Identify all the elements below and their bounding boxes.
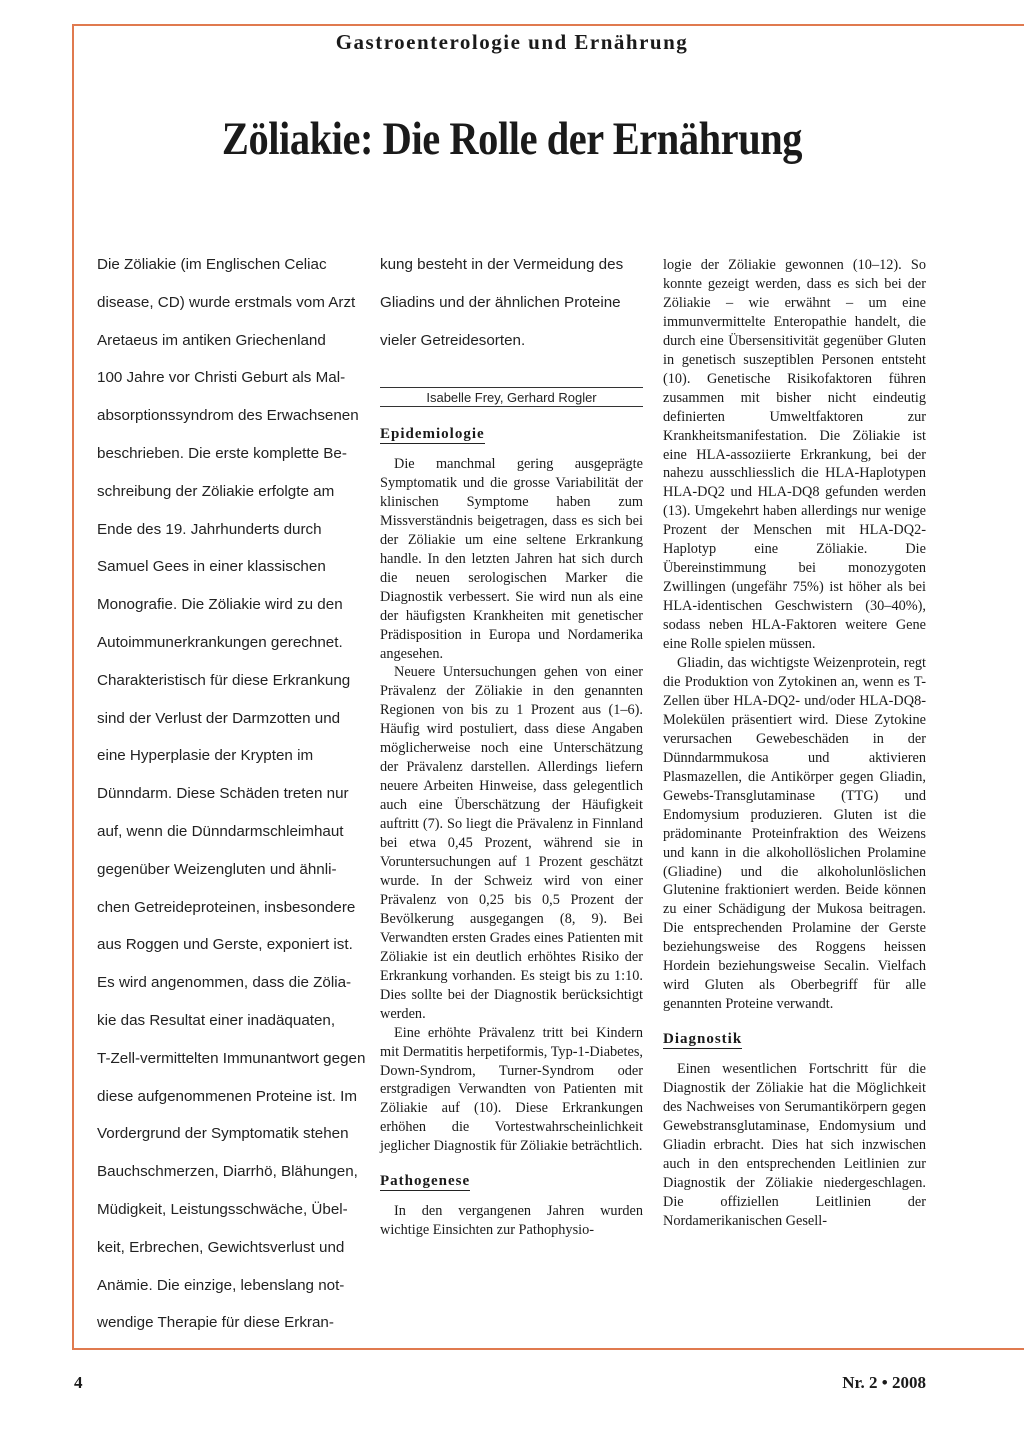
lead-line: Vordergrund der Symptomatik stehen [97, 1125, 349, 1143]
lead-line: Samuel Gees in einer klassischen [97, 558, 326, 576]
lead-line: sind der Verlust der Darmzotten und [97, 709, 341, 727]
body-paragraph: Die manchmal gering ausgeprägte Symptomatik und die grosse Variabilität der klinischen Symptome haben zum Missverständnis beigetragen, dass es sich bei der Zöliakie um eine seltene Erkrankung handle. In den letzten Jahren hat sich durch die neuen serologischen Marker die Diagnostik verbessert. Sie wird nun als eine der häufigsten Krankheiten mit genetischer Prädisposition in Europa und Nordamerika angesehen. [380, 456, 643, 662]
section-heading-diagnostik: Diagnostik [663, 1031, 743, 1048]
body-paragraph: Neuere Untersuchungen gehen von einer Prävalenz der Zöliakie in den genannten Regionen von bis zu 1 Prozent aus (1–6). Häufig wird postuliert, dass diese Angaben möglicherweise noch eine Unterschätzung der Prävalenz darstellen. Allerdings liefern neuere Arbeiten Hinweise, dass gelegentlich auch eine Überschätzung der Häufigkeit auftritt (7). So liegt die Prävalenz in Finnland bei etwa 0,45 Prozent, während sie in Voruntersuchungen auf 1 Prozent geschätzt wurde. In der Schweiz wird von einer Prävalenz von 0,25 bis 0,5 Prozent der Bevölkerung ausgegangen (8, 9). Bei Verwandten ersten Grades eines Patienten mit Zöliakie ist ein deutlich erhöhtes Risiko der Erkrankung vorhanden. Es steigt bis zu 1:10. Dies sollte bei der Diagnostik berücksichtigt werden. [380, 664, 643, 1022]
body-column-2 [380, 425, 643, 1240]
lead-line: disease, CD) wurde erstmals vom Arzt [97, 293, 356, 311]
lead-line: T-Zell-vermittelten Immunantwort gegen [97, 1049, 366, 1067]
lead-line: kung besteht in der Vermeidung des [380, 256, 624, 273]
lead-line: schreibung der Zöliakie erfolgte am [97, 482, 335, 500]
lead-line: Es wird angenommen, dass die Zölia- [97, 974, 352, 992]
lead-line: gegenüber Weizengluten und ähnli- [97, 860, 337, 878]
lead-line: Müdigkeit, Leistungsschwäche, Übel- [97, 1200, 348, 1218]
lead-line: Aretaeus im antiken Griechenland [97, 331, 326, 349]
lead-line: Bauchschmerzen, Diarrhö, Blähungen, [97, 1163, 358, 1181]
lead-line: Anämie. Die einzige, lebenslang not- [97, 1276, 345, 1294]
lead-paragraph-continuation [380, 246, 645, 359]
body-paragraph: Einen wesentlichen Fortschritt für die Diagnostik der Zöliakie hat die Möglichkeit des Nachweises von Serumantikörpern gegen Gewebstransglutaminase, Endomysium und Gliadin erbracht. Dies hat sich inzwischen auch in den entsprechenden Leitlinien zur Diagnostik der Zöliakie niedergeschlagen. Die offiziellen Leitlinien der Nordamerikanischen Gesell- [663, 1061, 926, 1229]
article-title: Zöliakie: Die Rolle der Ernährung [221, 113, 803, 165]
lead-line: kie das Resultat einer inadäquaten, [97, 1011, 336, 1029]
lead-line: 100 Jahre vor Christi Geburt als Mal- [97, 369, 346, 387]
lead-line: Dünndarm. Diese Schäden treten nur [97, 785, 349, 803]
lead-line: Monografie. Die Zöliakie wird zu den [97, 596, 343, 614]
lead-line: diese aufgenommenen Proteine ist. Im [97, 1087, 358, 1105]
body-paragraph-continued: logie der Zöliakie gewonnen (10–12). So konnte gezeigt werden, dass es sich bei der Zöliakie – wie erwähnt – um eine immunvermittelte Enteropathie handelt, die durch eine Übersensitivität gegenüber Gluten in genetisch suszeptiblen Personen entsteht (10). Genetische Risikofaktoren führen zusammen mit bisher nicht eindeutig definierten Umweltfaktoren zur Krankheitsmanifestation. Die Zöliakie ist eine HLA-assoziierte Erkrankung, bei der nahezu ausschliesslich die HLA-Haplotypen HLA-DQ2 und HLA-DQ8 gefunden werden (13). Umgekehrt haben allerdings nur wenige Prozent der Menschen mit HLA-DQ2-Haplotyp eine Zöliakie. Die Übereinstimmung bei monozygoten Zwillingen (ungefähr 75%) ist höher als bei HLA-identischen Geschwistern (30–40%), sodass neben HLA-Faktoren weitere Gene eine Rolle spielen müssen. [663, 257, 926, 653]
lead-line: Die Zöliakie (im Englischen Celiac [97, 256, 327, 273]
journal-section-title: Gastroenterologie und Ernährung [335, 30, 689, 54]
lead-line: absorptionssyndrom des Erwachsenen [97, 407, 359, 425]
lead-line: beschrieben. Die erste komplette Be- [97, 444, 347, 462]
lead-line: keit, Erbrechen, Gewichtsverlust und [97, 1238, 345, 1256]
body-paragraph: Eine erhöhte Prävalenz tritt bei Kindern mit Dermatitis herpetiformis, Typ-1-Diabetes, Down-Syndrom, Turner-Syndrom oder erstgradigen Verwandten von Patienten mit Zöliakie auf (10). Diese Erkrankungen erhöhen die Vortestwahrscheinlichkeit jeglicher Diagnostik für Zöliakie beträchtlich. [380, 1024, 643, 1155]
lead-line: Gliadins und der ähnlichen Proteine [380, 293, 621, 311]
body-paragraph: In den vergangenen Jahren wurden wichtige Einsichten zur Pathophysio- [380, 1203, 643, 1239]
lead-line: vieler Getreidesorten. [380, 331, 526, 349]
body-paragraph: Gliadin, das wichtigste Weizenprotein, regt die Produktion von Zytokinen an, wenn es T-Zellen über HLA-DQ2- und/oder HLA-DQ8-Molekülen präsentiert wird. Diese Zytokine verursachen Gewebeschäden in der Dünndarmmukosa und aktivieren Plasmazellen, die Antikörper gegen Gliadin, Gewebs-Transglutaminase (TTG) und Endomysium produzieren. Gluten ist die prädominante Proteinfraktion des Weizens und kann in die alkohollöslichen Prolamine (Gliadine) und die alkoholunlöslichen Glutenine fraktioniert werden. Beide können zu einer Schädigung der Mukosa beitragen. Die entsprechenden Prolamine der Gerste beziehungsweise des Roggens heissen Hordein beziehungsweise Secalin. Vielfach wird Gluten als Oberbegriff für alle genannten Proteine verwandt. [663, 655, 926, 1013]
lead-paragraph [97, 246, 365, 1342]
lead-line: wendige Therapie für diese Erkran- [97, 1314, 334, 1332]
section-heading-pathogenese: Pathogenese [380, 1173, 471, 1190]
issue-label: Nr. 2 • 2008 [842, 1373, 926, 1392]
body-column-3 [663, 256, 926, 1231]
article-authors: Isabelle Frey, Gerhard Rogler [380, 387, 643, 407]
section-heading-epidemiologie: Epidemiologie [380, 426, 485, 442]
lead-line: Autoimmunerkrankungen gerechnet. [97, 633, 343, 651]
page-number: 4 [74, 1373, 83, 1392]
lead-line: aus Roggen und Gerste, exponiert ist. [97, 936, 353, 954]
lead-line: Ende des 19. Jahrhunderts durch [97, 520, 322, 538]
lead-line: Charakteristisch für diese Erkrankung [97, 671, 351, 689]
lead-line: eine Hyperplasie der Krypten im [97, 747, 314, 765]
lead-line: auf, wenn die Dünndarmschleimhaut [97, 822, 344, 840]
lead-line: chen Getreideproteinen, insbesondere [97, 898, 356, 916]
